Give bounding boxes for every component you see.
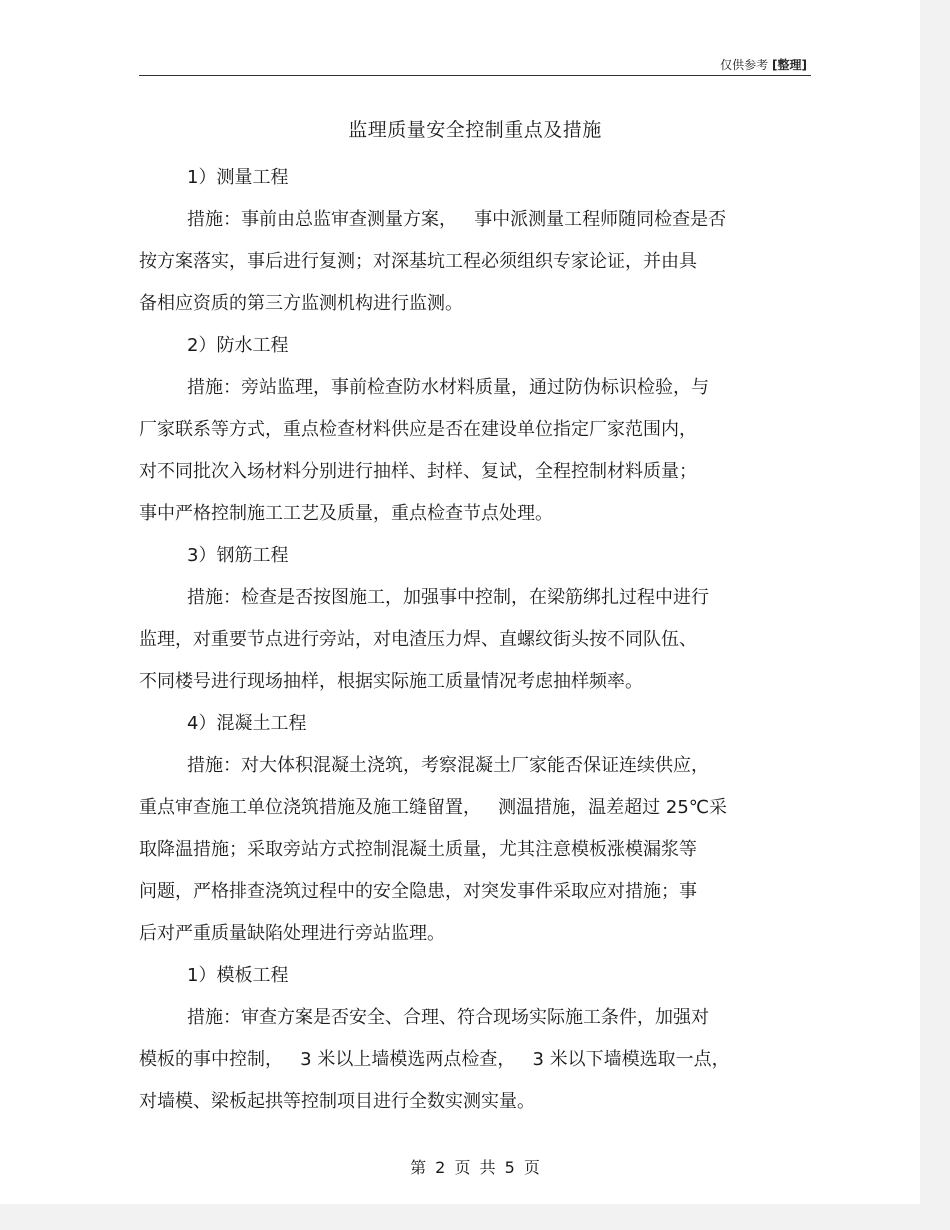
section-heading: 3）钢筋工程: [187, 545, 289, 566]
section-paragraph: [139, 367, 819, 535]
paragraph-line: 厂家联系等方式，重点检查材料供应是否在建设单位指定厂家范围内，: [139, 419, 697, 440]
section-paragraph: [139, 997, 819, 1123]
paragraph-line: 重点审查施工单位浇筑措施及施工缝留置， 测温措施，温差超过 25℃采: [139, 797, 728, 818]
section-paragraph: [139, 745, 819, 955]
paragraph-line: 后对严重质量缺陷处理进行旁站监理。: [139, 923, 445, 944]
page-footer: 第 2 页 共 5 页: [410, 1158, 540, 1177]
paragraph-line: 问题，严格排查浇筑过程中的安全隐患，对突发事件采取应对措施；事: [139, 881, 697, 902]
document-title: 监理质量安全控制重点及措施: [348, 119, 602, 141]
paragraph-line: 对不同批次入场材料分别进行抽样、封样、复试，全程控制材料质量；: [139, 461, 697, 482]
paragraph-line: 取降温措施；采取旁站方式控制混凝土质量，尤其注意模板涨模漏浆等: [139, 839, 697, 860]
header-divider: [139, 75, 811, 76]
section-paragraph: [139, 577, 819, 703]
header-note-tag: [整理]: [772, 58, 807, 72]
section-heading: 1）模板工程: [187, 965, 289, 986]
section-heading: 1）测量工程: [187, 167, 289, 188]
paragraph-line: 按方案落实，事后进行复测；对深基坑工程必须组织专家论证，并由具: [139, 251, 697, 272]
paragraph-line: 事中严格控制施工工艺及质量，重点检查节点处理。: [139, 503, 553, 524]
page-edge-bottom: [0, 1204, 950, 1230]
paragraph-line: 措施：旁站监理，事前检查防水材料质量，通过防伪标识检验，与: [187, 377, 709, 398]
paragraph-line: 不同楼号进行现场抽样，根据实际施工质量情况考虑抽样频率。: [139, 671, 643, 692]
paragraph-line: 备相应资质的第三方监测机构进行监测。: [139, 293, 463, 314]
paragraph-line: 措施：对大体积混凝土浇筑，考察混凝土厂家能否保证连续供应，: [187, 755, 709, 776]
section-heading: 4）混凝土工程: [187, 713, 307, 734]
paragraph-line: 措施：检查是否按图施工，加强事中控制，在梁筋绑扎过程中进行: [187, 587, 709, 608]
paragraph-line: 模板的事中控制， 3 米以上墙模选两点检查， 3 米以下墙模选取一点，: [139, 1049, 730, 1070]
paragraph-line: 措施：审查方案是否安全、合理、符合现场实际施工条件，加强对: [187, 1007, 709, 1028]
section-paragraph: [139, 199, 819, 325]
page-edge-right: [920, 0, 950, 1230]
document-body: [139, 157, 819, 1123]
paragraph-line: 对墙模、梁板起拱等控制项目进行全数实测实量。: [139, 1091, 535, 1112]
paragraph-line: 监理，对重要节点进行旁站，对电渣压力焊、直螺纹街头按不同队伍、: [139, 629, 697, 650]
paragraph-line: 措施：事前由总监审查测量方案， 事中派测量工程师随同检查是否: [187, 209, 727, 230]
header-note: [720, 56, 807, 73]
header-note-text: 仅供参考: [720, 58, 769, 72]
section-heading: 2）防水工程: [187, 335, 289, 356]
